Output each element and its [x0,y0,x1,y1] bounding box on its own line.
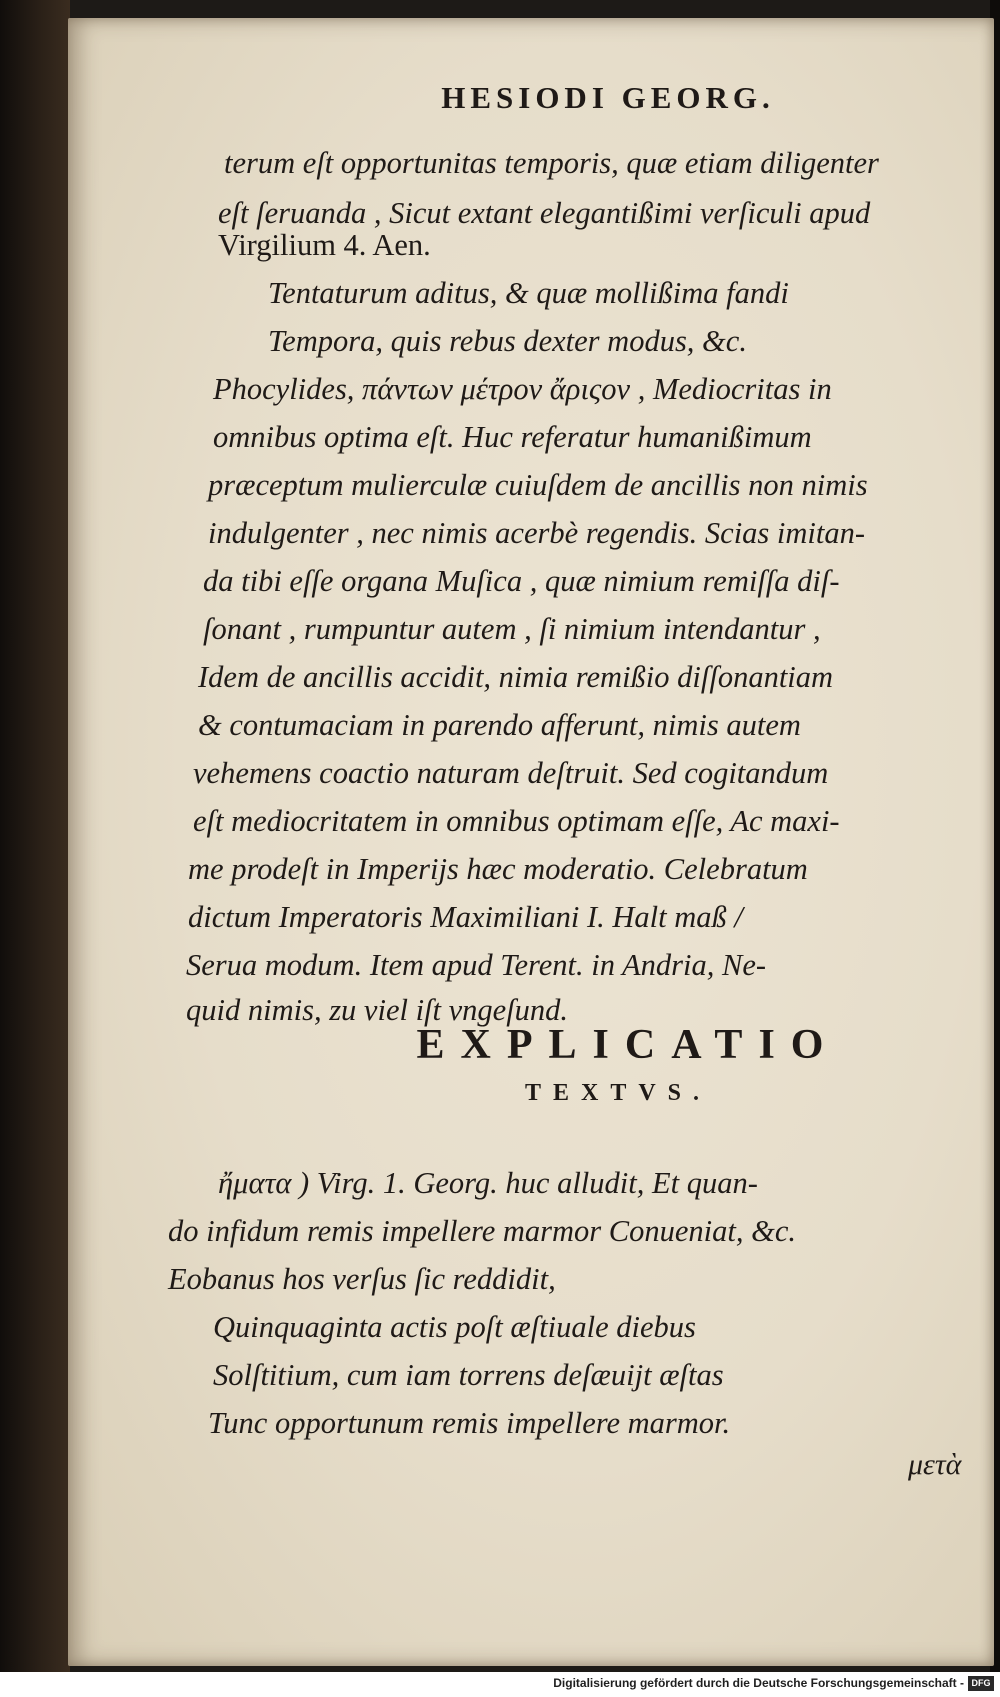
body-line: Virgilium 4. Aen. [218,228,431,262]
book-page [68,18,994,1666]
running-head: HESIODI GEORG. [441,80,775,115]
footer-bar [0,1672,1000,1697]
body-line: terum eſt opportunitas temporis, quæ etiam diligenter [224,146,879,180]
body-line: Idem de ancillis accidit, nimia remißio diſſonantiam [198,660,834,694]
body-line: eſt mediocritatem in omnibus optimam eſſe, Ac maxi- [193,804,840,838]
body-line: ſonant , rumpuntur autem , ſi nimium intendantur , [203,612,821,646]
explicatio-line: ἤματα ) Virg. 1. Georg. huc alludit, Et quan- [218,1166,758,1200]
verse-line: Tunc opportunum remis impellere marmor. [208,1406,731,1440]
body-line: indulgenter , nec nimis acerbè regendis. Scias imitan- [208,516,866,550]
catchword: μετὰ [908,1448,962,1481]
section-title: EXPLICATIO [416,1022,840,1068]
body-line: da tibi eſſe organa Muſica , quæ nimium remiſſa diſ- [203,564,840,598]
body-line: & contumaciam in parendo afferunt, nimis autem [198,708,801,742]
body-line: dictum Imperatoris Maximiliani I. Halt maß / [188,900,743,934]
footer-credit: Digitalisierung gefördert durch die Deutsche Forschungsgemeinschaft - [553,1676,964,1690]
section-subtitle: TEXTVS. [524,1080,712,1106]
explicatio-line: Eobanus hos verſus ſic reddidit, [168,1262,556,1296]
verse-line: Solſtitium, cum iam torrens deſæuijt æſtas [213,1358,724,1392]
body-line: eſt ſeruanda , Sicut extant elegantißimi verſiculi apud [218,196,871,230]
verse-line: Tempora, quis rebus dexter modus, &c. [268,324,747,358]
page-text [68,18,994,1666]
body-line: vehemens coactio naturam deſtruit. Sed cogitandum [193,756,829,790]
body-line: Phocylides, πάντων μέτρον ἄριςον , Mediocritas in [213,372,832,406]
book-binding-left [0,0,70,1697]
body-line: præceptum mulierculæ cuiuſdem de ancillis non nimis [208,468,868,502]
verse-line: Tentaturum aditus, & quæ mollißima fandi [268,276,789,310]
body-line: quid nimis, zu viel iſt vngeſund. [186,993,569,1027]
verse-line: Quinquaginta actis poſt æſtiuale diebus [213,1310,696,1344]
explicatio-line: do infidum remis impellere marmor Conueniat, &c. [168,1214,797,1248]
body-line: me prodeſt in Imperijs hæc moderatio. Celebratum [188,852,808,886]
body-line: omnibus optima eſt. Huc referatur humanißimum [213,420,812,454]
dfg-logo-icon: DFG [968,1676,994,1691]
body-line: Serua modum. Item apud Terent. in Andria, Ne- [186,948,767,982]
